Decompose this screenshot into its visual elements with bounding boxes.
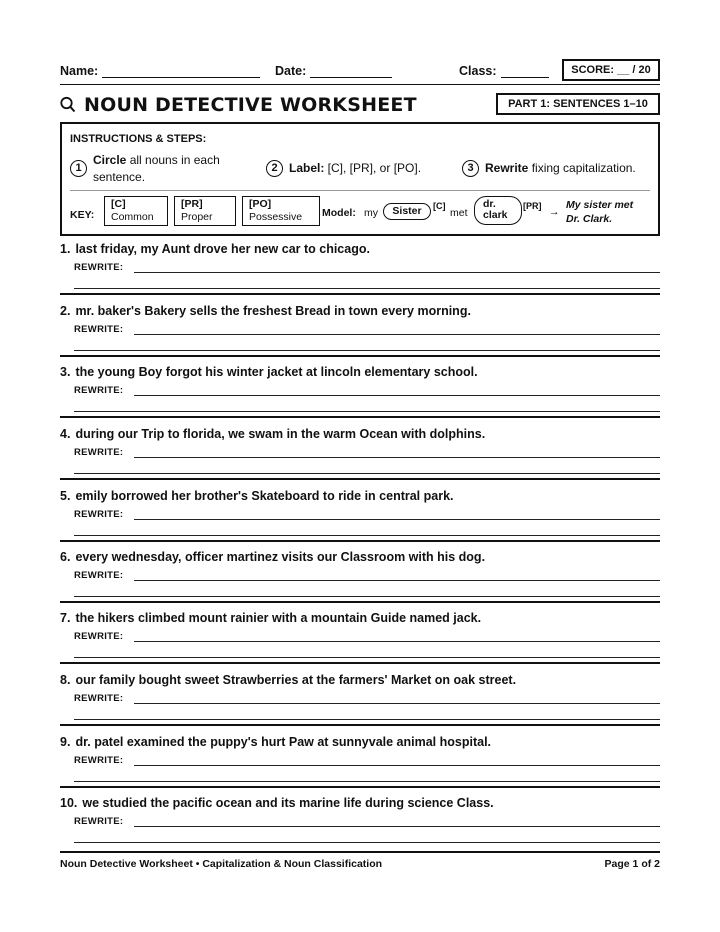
class-field[interactable]: [459, 64, 549, 78]
rewrite-label: REWRITE:: [74, 447, 124, 458]
class-label: Class:: [459, 64, 497, 78]
date-blank[interactable]: [310, 66, 392, 78]
rewrite-label: REWRITE:: [74, 693, 124, 704]
question-item: [60, 365, 660, 427]
question-item: [60, 242, 660, 304]
name-label: Name:: [60, 64, 99, 78]
arrow-icon: →: [549, 206, 560, 218]
question-item: [60, 550, 660, 612]
model-label: Model:: [322, 207, 356, 219]
rewrite-line[interactable]: [134, 765, 660, 766]
question-sentence: 4. during our Trip to florida, we swam in the warm Ocean with dolphins.: [60, 427, 486, 441]
question-divider: [60, 355, 660, 357]
rewrite-line[interactable]: [134, 395, 660, 396]
worksheet-page: [60, 0, 660, 932]
magnifier-icon: [60, 96, 76, 114]
date-field[interactable]: [275, 64, 392, 78]
rewrite-line[interactable]: [134, 703, 660, 704]
question-divider: [60, 416, 660, 418]
question-sentence: 10. we studied the pacific ocean and its marine life during science Class.: [60, 796, 494, 810]
instructions-box: [60, 122, 660, 236]
rewrite-line[interactable]: [74, 657, 660, 658]
header-row: [60, 58, 660, 84]
rewrite-label: REWRITE:: [74, 324, 124, 335]
rewrite-line[interactable]: [74, 350, 660, 351]
question-item: [60, 611, 660, 673]
model-tag-common: [C]: [433, 201, 446, 211]
rewrite-label: REWRITE:: [74, 570, 124, 581]
question-divider: [60, 601, 660, 603]
part-label: PART 1: SENTENCES 1–10: [508, 98, 648, 110]
rewrite-line[interactable]: [74, 842, 660, 843]
rewrite-line[interactable]: [134, 457, 660, 458]
question-divider: [60, 786, 660, 788]
rewrite-label: REWRITE:: [74, 631, 124, 642]
question-item: [60, 735, 660, 797]
rewrite-line[interactable]: [134, 826, 660, 827]
title-row: [60, 93, 660, 117]
question-divider: [60, 478, 660, 480]
rewrite-line[interactable]: [134, 334, 660, 335]
question-item: [60, 796, 660, 858]
key-proper: [PR] Proper: [174, 196, 236, 226]
rewrite-line[interactable]: [74, 535, 660, 536]
rewrite-line[interactable]: [74, 473, 660, 474]
rewrite-line[interactable]: [74, 596, 660, 597]
question-item: [60, 673, 660, 735]
page-number: Page 1 of 2: [604, 858, 660, 870]
name-blank[interactable]: [102, 66, 260, 78]
question-sentence: 2. mr. baker's Bakery sells the freshest Bread in town every morning.: [60, 304, 471, 318]
question-sentence: 3. the young Boy forgot his winter jacket at lincoln elementary school.: [60, 365, 478, 379]
step-number-1: 1: [70, 160, 87, 177]
question-item: [60, 304, 660, 366]
rewrite-line[interactable]: [134, 580, 660, 581]
step-text-3: Rewrite fixing capitalization.: [485, 161, 636, 175]
question-sentence: 8. our family bought sweet Strawberries at the farmers' Market on oak street.: [60, 673, 517, 687]
model-example: [322, 199, 652, 229]
key-possessive: [PO] Possessive: [242, 196, 320, 226]
score-text: SCORE: __ / 20: [571, 64, 651, 76]
class-blank[interactable]: [501, 66, 549, 78]
step-text-1: Circle all nouns in each sentence.: [93, 153, 220, 184]
rewrite-line[interactable]: [134, 272, 660, 273]
rewrite-line[interactable]: [74, 411, 660, 412]
model-tag-proper: [PR]: [523, 201, 542, 211]
rewrite-label: REWRITE:: [74, 755, 124, 766]
model-word-my: my: [364, 207, 378, 219]
part-badge: [496, 93, 660, 115]
model-circled-sister: Sister: [383, 203, 431, 220]
rewrite-line[interactable]: [74, 781, 660, 782]
question-divider: [60, 540, 660, 542]
rewrite-label: REWRITE:: [74, 509, 124, 520]
question-sentence: 1. last friday, my Aunt drove her new car to chicago.: [60, 242, 370, 256]
question-sentence: 7. the hikers climbed mount rainier with a mountain Guide named jack.: [60, 611, 482, 625]
score-box: [562, 59, 660, 81]
instructions-divider: [70, 190, 650, 191]
date-label: Date:: [275, 64, 307, 78]
model-word-met: met: [450, 207, 468, 219]
rewrite-line[interactable]: [74, 719, 660, 720]
rewrite-line[interactable]: [74, 288, 660, 289]
footer-divider: [60, 851, 660, 853]
rewrite-line[interactable]: [134, 641, 660, 642]
footer: [60, 858, 660, 870]
rewrite-label: REWRITE:: [74, 385, 124, 396]
instructions-heading: INSTRUCTIONS & STEPS:: [70, 133, 207, 145]
rewrite-label: REWRITE:: [74, 262, 124, 273]
model-result: My sister met Dr. Clark.: [566, 199, 634, 225]
footer-title: Noun Detective Worksheet • Capitalization & Noun Classification: [60, 858, 383, 870]
key-common: [C] Common: [104, 196, 168, 226]
name-field[interactable]: [60, 64, 260, 78]
question-divider: [60, 293, 660, 295]
question-sentence: 9. dr. patel examined the puppy's hurt Paw at sunnyvale animal hospital.: [60, 735, 492, 749]
question-item: [60, 427, 660, 489]
rewrite-line[interactable]: [134, 519, 660, 520]
header-divider: [60, 84, 660, 85]
question-sentence: 6. every wednesday, officer martinez visits our Classroom with his dog.: [60, 550, 486, 564]
question-divider: [60, 724, 660, 726]
step-number-2: 2: [266, 160, 283, 177]
step-number-3: 3: [462, 160, 479, 177]
model-circled-name: dr. clark: [474, 196, 522, 225]
question-item: [60, 489, 660, 551]
rewrite-label: REWRITE:: [74, 816, 124, 827]
step-text-2: Label: [C], [PR], or [PO].: [289, 161, 422, 175]
page-title: NOUN DETECTIVE WORKSHEET: [84, 94, 417, 116]
key-label: KEY:: [70, 209, 95, 221]
question-sentence: 5. emily borrowed her brother's Skateboard to ride in central park.: [60, 489, 454, 503]
question-divider: [60, 662, 660, 664]
